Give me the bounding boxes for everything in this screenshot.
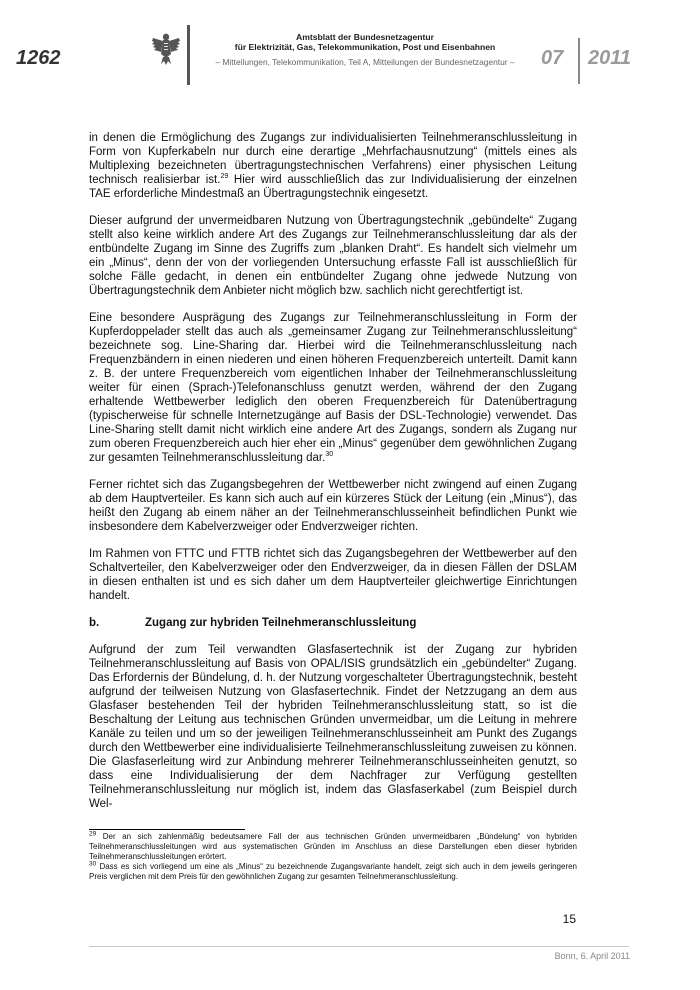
- footer-place-date: Bonn, 6. April 2011: [554, 951, 630, 961]
- paragraph-6: Aufgrund der zum Teil verwandten Glasfasertechnik ist der Zugang zur hybriden Teilnehmeranschlussleitung auf Basis von OPAL/ISIS grundsätzlich ein „gebündelter“ Zugang. Das Erfordernis der Bündelung, d. h. der Nutzung vorgeschalteter Übertragungstechnik, besteht aufgrund der teilweisen Nutzung von Glasfasertechnik. Findet der Netzzugang an dem aus Glasfaser bestehenden Teil der hybriden Teilnehmeranschlussleitung statt, so ist die Beschaltung der Leitung aus technischen Gründen unvermeidbar, um die Leitung in mehrere Kanäle zu teilen und um so der jeweiligen Teilnehmeranschlusseinheit am Punkt des Zugangs durch den Wettbewerber eine individualisierte Teilnehmeranschlussleitung zuweisen zu können. Die Glasfaserleitung wird zur Anbindung mehrerer Teilnehmeranschlusseinheiten genutzt, so dass eine Individualisierung der dem Nachfrager zur Verfügung gestellten Teilnehmeranschlussleitung nur möglich ist, indem das Glasfaserkabel (zum Beispiel durch Wel-: [89, 644, 577, 810]
- paragraph-3: [89, 311, 577, 465]
- footnote-text: Der an sich zahlenmäßig bedeutsamere Fall der aus technischen Gründen unvermeidbaren „Bündelung“ von hybriden Teilnehmeranschlussleitungen wird aus systematischen Gründen im Anschluss an diese Darstellungen eben dieser hybriden Teilnehmeranschlussleitungen erörtert.: [89, 832, 577, 861]
- issue-divider: [578, 38, 580, 84]
- issue-number: 07: [541, 47, 564, 69]
- footer-rule: [89, 946, 629, 947]
- header-subtitle: – Mitteilungen, Telekommunikation, Teil A, Mitteilungen der Bundesnetzagentur –: [215, 57, 515, 67]
- paragraph-1-text-b: Hier wird ausschließlich das zur Individualisierung der einzelnen TAE erforderliche Mindestmaß an Übertragungstechnik eingesetzt.: [89, 174, 577, 200]
- paragraph-4: Ferner richtet sich das Zugangsbegehren der Wettbewerber nicht zwingend auf einen Zugang ab dem Hauptverteiler. Es kann sich auch auf ein kürzeres Stück der Leitung (ein „Minus“), das heißt den Zugang ab einem näher an der Teilnehmeranschlusseinheit befindlichen Punkt wie insbesondere dem Kabelverzweiger oder Endverzweiger richten.: [89, 479, 577, 533]
- section-heading-text: Zugang zur hybriden Teilnehmeranschlussleitung: [145, 617, 417, 629]
- paragraph-3-text: Eine besondere Ausprägung des Zugangs zur Teilnehmeranschlussleitung in Form der Kupferdoppelader stellt das auch als „gemeinsamer Zugang zur Teilnehmeranschlussleitung“ bezeichnete sog. Line-Sharing dar. Hierbei wird die Teilnehmeranschlussleitung nach Frequenzbändern in einen niederen und einen höheren Frequenzbereich unterteilt. Damit kann z. B. der untere Frequenzbereich vom eigentlichen Inhaber der Teilnehmeranschlussleitung weiter für einen (Sprach-)Telefonanschluss genutzt werden, während der den Zugang erhaltende Wettbewerber lediglich den oberen Frequenzbereich für Datenübertragung (typischerweise für schnelle Internetzugänge auf Basis der DSL-Technologie) verwendet. Das Line-Sharing stellt damit nicht wirklich eine andere Art des Zugangs, sondern als Zugang nur zum oberen Frequenzbereich auch hier eher ein „Minus“ gegenüber dem gewöhnlichen Zugang zur gesamten Teilnehmeranschlussleitung dar.: [89, 312, 577, 464]
- footnote-number: 30: [89, 860, 97, 868]
- paragraph-2: Dieser aufgrund der unvermeidbaren Nutzung von Übertragungstechnik „gebündelte“ Zugang stellt also keine wirklich andere Art des Zugangs zur Teilnehmeranschlussleitung dar als der entbündelte Zugang im Sinne des Zugriffs zum „blanken Draht“. Es handelt sich vielmehr um ein „Minus“, denn der von der vorliegenden Untersuchung erfasste Fall ist ausschließlich für solche Fälle gedacht, in denen ein entbündelter Zugang ohne jedwede Nutzung von Übertragungstechnik dem Anbieter nicht möglich bzw. sachlich nicht gerechtfertigt ist.: [89, 215, 577, 297]
- header-title: [200, 32, 530, 52]
- header-title-line2: für Elektrizität, Gas, Telekommunikation, Post und Eisenbahnen: [234, 42, 496, 52]
- footnote-ref-30[interactable]: 30: [325, 451, 334, 459]
- footnote-text: Dass es sich vorliegend um eine als „Minus“ zu bezeichnende Zugangsvariante handelt, zeigt sich auch in dem jeweils geringeren Preis verglichen mit dem Preis für den gewöhnlichen Zugang zur gesamten Teilnehmeranschlussleitung.: [89, 862, 577, 881]
- header-divider: [187, 25, 190, 85]
- footnote-ref-29[interactable]: 29: [220, 173, 229, 181]
- document-body: [89, 131, 577, 824]
- paragraph-1: [89, 131, 577, 201]
- header-page-number: 1262: [16, 47, 61, 69]
- issue-year: 2011: [588, 47, 632, 69]
- section-heading-label: b.: [89, 617, 100, 629]
- paragraph-1-text-a: in denen die Ermöglichung des Zugangs zur individualisierten Teilnehmeranschlussleitung in Form von Kupferkabeln nur durch eine derartige „Mehrfachausnutzung“ (mittels eines als Multiplexing bezeichneten übertragungstechnischen Verfahrens) einer physischen Leitung technisch realisierbar ist.: [89, 132, 577, 186]
- footnote-separator: [89, 829, 245, 830]
- footnote-number: 29: [89, 830, 97, 838]
- paragraph-5: Im Rahmen von FTTC und FTTB richtet sich das Zugangsbegehren der Wettbewerber auf den Schaltverteiler, den Kabelverzweiger oder den Endverzweiger, da in diesen Fällen der DSLAM in diesen enthalten ist und es sich daher um dem Hauptverteiler gleichwertige Einrichtungen handelt.: [89, 548, 577, 602]
- page-number: 15: [562, 912, 576, 926]
- footnote-29: [89, 832, 577, 862]
- footnotes: [89, 832, 577, 882]
- header-title-line1: Amtsblatt der Bundesnetzagentur: [296, 32, 434, 42]
- section-heading: [89, 616, 577, 630]
- footnote-30: [89, 862, 577, 882]
- federal-eagle-icon: [151, 30, 181, 66]
